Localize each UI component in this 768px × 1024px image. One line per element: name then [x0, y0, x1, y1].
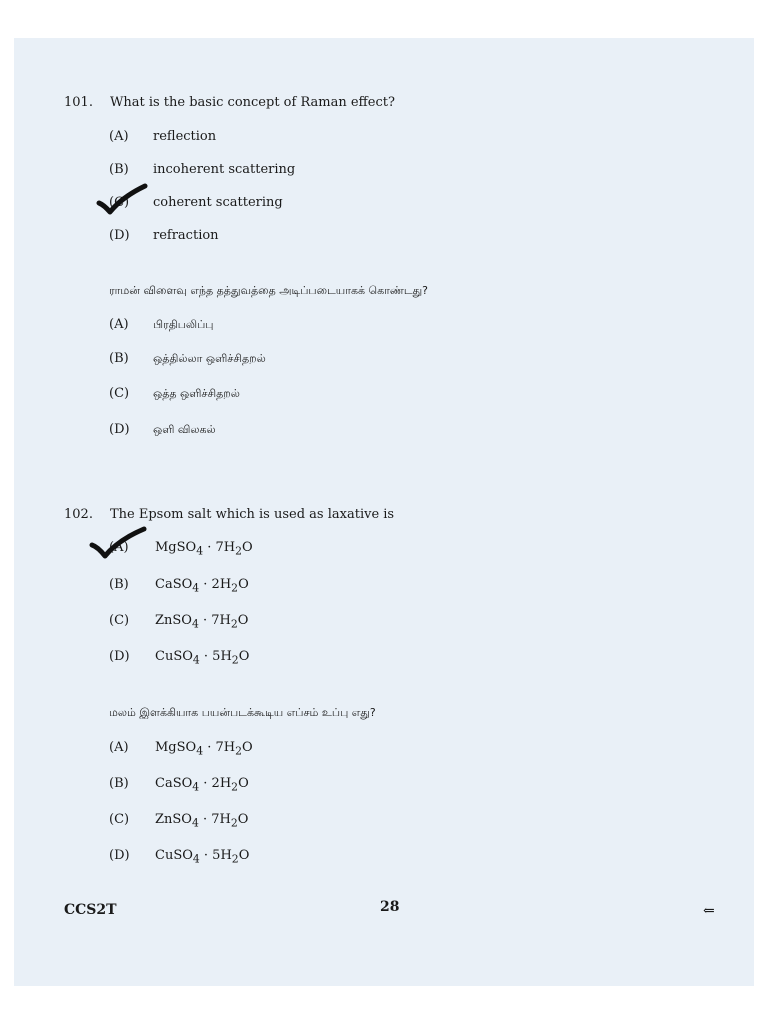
option-text: refraction: [153, 228, 219, 243]
question-number: 101.: [64, 95, 93, 110]
option-letter: (B): [109, 162, 129, 177]
page-number: 28: [380, 899, 400, 915]
check-mark-icon: [88, 526, 148, 560]
option-letter: (B): [109, 577, 129, 592]
option-letter: (C): [109, 613, 130, 628]
option-letter: (A): [109, 540, 129, 555]
paper-code: CCS2T: [64, 902, 117, 918]
chemical-formula: ZnSO$_4$ · $7H_2O$: [155, 812, 249, 830]
tamil-option-d: [109, 422, 216, 438]
check-mark-icon: [96, 183, 148, 217]
option-d: [109, 228, 219, 243]
question-101: [64, 95, 395, 110]
option-text: reflection: [153, 129, 217, 144]
option-letter: (A): [109, 129, 129, 144]
option-letter: (D): [109, 422, 130, 437]
chemical-formula: CuSO$_4$ · $5H_2O$: [155, 848, 250, 866]
question-stem: What is the basic concept of Raman effect?: [110, 95, 395, 110]
chemical-formula: MgSO$_4$ · $7H_2O$: [155, 540, 253, 558]
option-letter: (B): [109, 776, 129, 791]
option-letter: (C): [109, 812, 130, 827]
tamil-formula-option-b: [109, 776, 249, 794]
formula-option-b: [109, 577, 249, 595]
option-text: coherent scattering: [153, 195, 283, 210]
option-letter: (B): [109, 351, 129, 366]
chemical-formula: CaSO$_4$ · $2H_2O$: [155, 577, 249, 595]
tamil-option-c: [109, 386, 240, 402]
formula-option-c: [109, 613, 248, 631]
tamil-formula-option-c: [109, 812, 248, 830]
question-102: [64, 507, 394, 522]
chemical-formula: MgSO$_4$ · $7H_2O$: [155, 740, 253, 758]
option-letter: (D): [109, 228, 130, 243]
option-b: [109, 162, 295, 177]
option-letter: (C): [109, 386, 130, 401]
option-text: incoherent scattering: [153, 162, 296, 177]
option-letter: (A): [109, 317, 129, 332]
tamil-formula-option-d: [109, 848, 249, 866]
option-text: ஒத்த ஒளிச்சிதறல்: [153, 387, 240, 400]
left-arrow-icon: ⇐: [703, 903, 715, 919]
option-letter: (D): [109, 848, 130, 863]
chemical-formula: CuSO$_4$ · $5H_2O$: [155, 649, 250, 667]
chemical-formula: CaSO$_4$ · $2H_2O$: [155, 776, 249, 794]
option-letter: (A): [109, 740, 129, 755]
tamil-question-stem: மலம் இளக்கியாக பயன்படக்கூடிய எப்சம் உப்பு எது?: [109, 706, 376, 719]
option-text: ஒத்தில்லா ஒளிச்சிதறல்: [153, 352, 266, 365]
option-letter: (D): [109, 649, 130, 664]
chemical-formula: ZnSO$_4$ · $7H_2O$: [155, 613, 249, 631]
tamil-option-a: [109, 317, 214, 333]
formula-option-d: [109, 649, 249, 667]
question-stem: The Epsom salt which is used as laxative is: [110, 507, 395, 522]
tamil-formula-option-a: [109, 740, 253, 758]
option-text: ஒளி விலகல்: [153, 423, 216, 436]
option-text: பிரதிபலிப்பு: [153, 318, 214, 331]
option-a: [109, 129, 216, 144]
tamil-option-b: [109, 351, 266, 367]
option-letter: (C): [109, 195, 130, 210]
question-number: 102.: [64, 507, 93, 522]
tamil-question-stem: ராமன் விளைவு எந்த தத்துவத்தை அடிப்படையாகக் கொண்டது?: [109, 284, 428, 297]
